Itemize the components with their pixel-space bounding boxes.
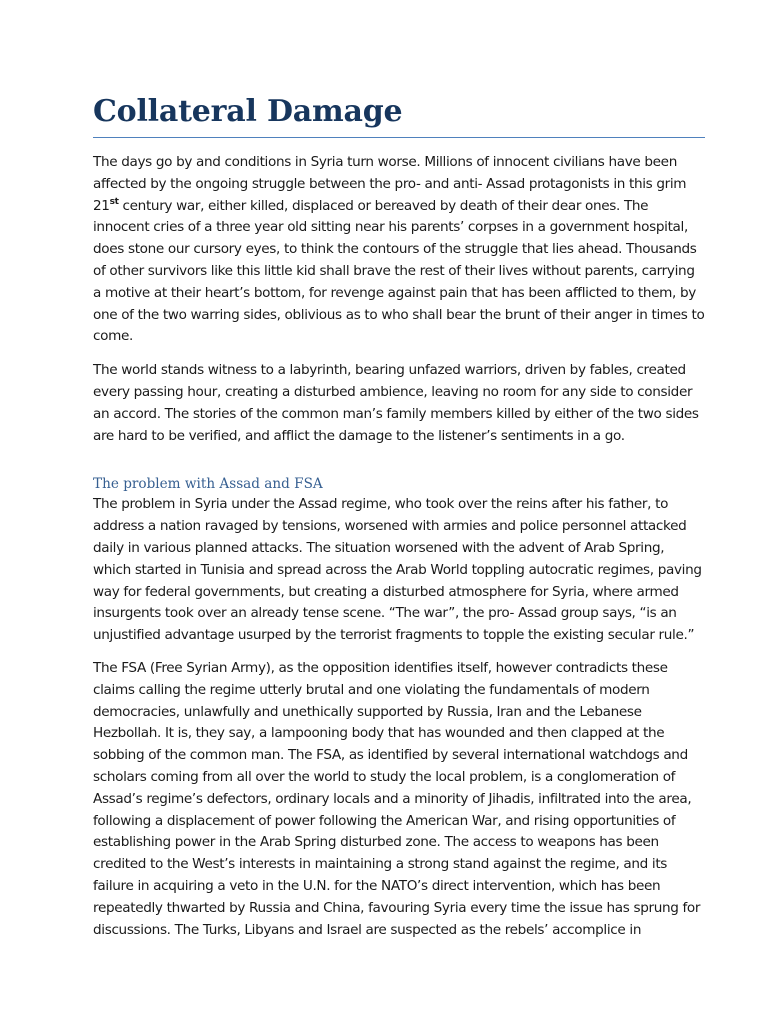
- paragraph-1-text-end: century war, either killed, displaced or bereaved by death of their dear ones. The innocent cries of a three year old sitting near his parents’ corpses in a government hospital, does stone our cursory eyes, to think the contours of the struggle that lies ahead. Thousands of other survivors like this little kid shall brave the rest of their lives without parents, carrying a motive at their heart’s bottom, for revenge against pain that has been afflicted to them, by one of the two warring sides, oblivious as to who shall bear the brunt of their anger in times to come.: [93, 197, 705, 345]
- ordinal-superscript: st: [109, 196, 119, 207]
- paragraph-1: [93, 152, 705, 348]
- paragraph-2: The world stands witness to a labyrinth, bearing unfazed warriors, driven by fables, created every passing hour, creating a disturbed ambience, leaving no room for any side to consider an accord. The stories of the common man’s family members killed by either of the two sides are hard to be verified, and afflict the damage to the listener’s sentiments in a go.: [93, 362, 699, 444]
- document-page: [93, 92, 705, 941]
- paragraph-4: The FSA (Free Syrian Army), as the opposition identifies itself, however contradicts these claims calling the regime utterly brutal and one violating the fundamentals of modern democracies, unlawfully and unethically supported by Russia, Iran and the Lebanese Hezbollah. It is, they say, a lampooning body that has wounded and then clapped at the sobbing of the common man. The FSA, as identified by several international watchdogs and scholars coming from all over the world to study the local problem, is a conglomeration of Assad’s regime’s defectors, ordinary locals and a minority of Jihadis, infiltrated into the area, following a displacement of power following the American War, and rising opportunities of establishing power in the Arab Spring disturbed zone. The access to weapons has been credited to the West’s interests in maintaining a strong stand against the regime, and its failure in acquiring a veto in the U.N. for the NATO’s direct intervention, which has been repeatedly thwarted by Russia and China, favouring Syria every time the issue has sprung for discussions. The Turks, Libyans and Israel are suspected as the rebels’ accomplice in: [93, 659, 701, 938]
- section-heading: The problem with Assad and FSA: [93, 476, 323, 493]
- document-title: Collateral Damage: [93, 92, 705, 138]
- paragraph-3: The problem in Syria under the Assad regime, who took over the reins after his father, to address a nation ravaged by tensions, worsened with armies and police personnel attacked daily in various planned attacks. The situation worsened with the advent of Arab Spring, which started in Tunisia and spread across the Arab World toppling autocratic regimes, paving way for federal governments, but creating a disturbed atmosphere for Syria, where armed insurgents took over an already tense scene. “The war”, the pro- Assad group says, “is an unjustified advantage usurped by the terrorist fragments to topple the existing secular rule.”: [93, 496, 702, 644]
- paragraph-1-text-start: The days go by and conditions in Syria turn worse. Millions of innocent civilians have been affected by the ongoing struggle between the pro- and anti- Assad protagonists in this grim 21: [93, 154, 687, 214]
